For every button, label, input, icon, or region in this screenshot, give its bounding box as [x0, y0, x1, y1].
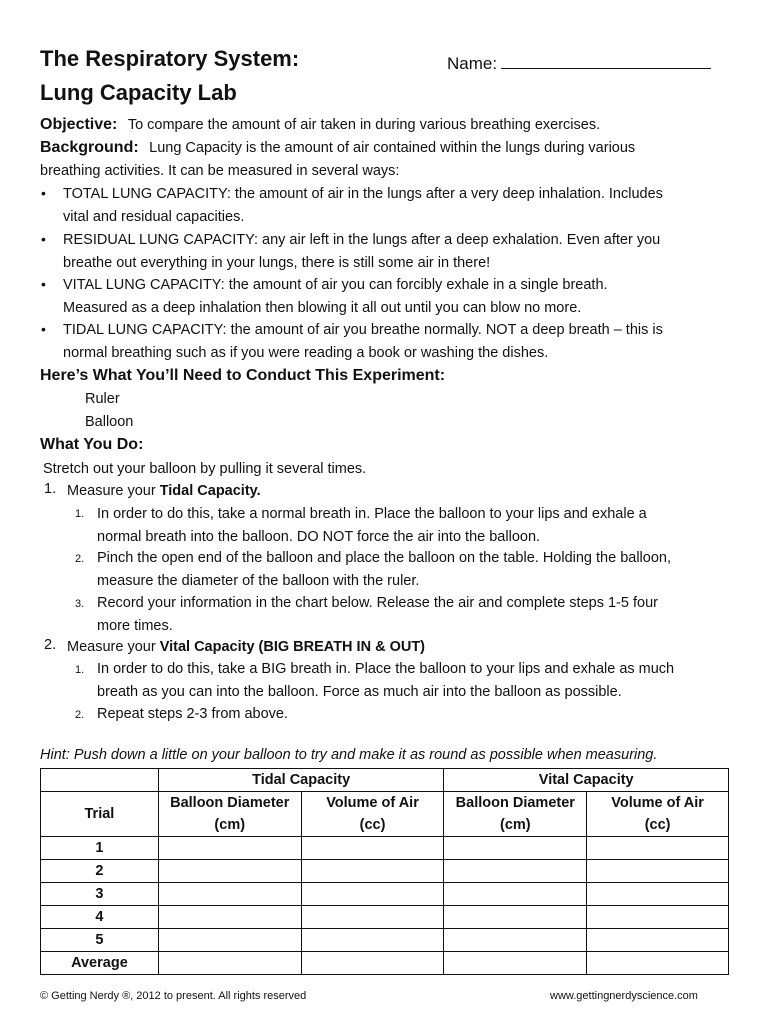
whatyoudo-heading: What You Do: — [40, 436, 144, 453]
tidal-volume-cell[interactable] — [301, 860, 444, 883]
substep-number: 2. — [75, 709, 85, 721]
trial-label: 4 — [41, 906, 159, 929]
materials-heading: Here’s What You’ll Need to Conduct This Experiment: — [40, 367, 446, 384]
background-text-2: breathing activities. It can be measured in several ways: — [40, 163, 400, 179]
table-row — [41, 860, 729, 883]
vital-volume-header: Volume of Air (cc) — [587, 792, 729, 837]
tidal-volume-cell[interactable] — [301, 837, 444, 860]
vital-diameter-cell[interactable] — [444, 860, 587, 883]
step-2-text: Measure your Vital Capacity (BIG BREATH IN & OUT) — [67, 639, 426, 655]
material-ruler: Ruler — [85, 391, 120, 407]
footer-website: www.gettingnerdyscience.com — [550, 990, 698, 1002]
tidal-volume-cell[interactable] — [301, 929, 444, 952]
tidal-diameter-cell[interactable] — [158, 837, 301, 860]
tidal-diameter-header: Balloon Diameter (cm) — [158, 792, 301, 837]
substep-number: 1. — [75, 508, 85, 520]
step-1-substep-3: Record your information in the chart below. Release the air and complete steps 1-5 four more times. — [97, 595, 658, 634]
vital-volume-cell[interactable] — [587, 837, 729, 860]
objective-row — [40, 114, 600, 137]
objective-text: To compare the amount of air taken in during various breathing exercises. — [127, 117, 601, 133]
table-row — [41, 952, 729, 975]
hint-text: Hint: Push down a little on your balloon to try and make it as round as possible when measuring. — [40, 747, 658, 763]
name-label: Name: — [447, 54, 498, 73]
step-2-substep-1: In order to do this, take a BIG breath in. Place the balloon to your lips and exhale as much breath as you can into the balloon. Force as much air into the balloon as possible. — [97, 661, 675, 700]
step-1-substep-2: Pinch the open end of the balloon and place the balloon on the table. Holding the balloon, measure the diameter of the balloon with the ruler. — [97, 550, 672, 589]
table-corner-cell — [41, 769, 159, 792]
vital-diameter-cell[interactable] — [444, 837, 587, 860]
vital-capacity-header: Vital Capacity — [444, 769, 729, 792]
material-balloon: Balloon — [85, 414, 134, 430]
vital-diameter-cell[interactable] — [444, 883, 587, 906]
average-label: Average — [41, 952, 159, 975]
objective-label: Objective: — [40, 116, 118, 133]
bullet-icon: • — [41, 231, 46, 247]
title-line-1: The Respiratory System: — [40, 46, 300, 71]
tidal-diameter-cell[interactable] — [158, 860, 301, 883]
step-1-number: 1. — [44, 481, 57, 497]
vital-volume-cell[interactable] — [587, 952, 729, 975]
step-1-substep-1: In order to do this, take a normal breath in. Place the balloon to your lips and exhale a normal breath into the balloon. DO NOT force the air into the balloon. — [97, 506, 647, 545]
tidal-diameter-cell[interactable] — [158, 906, 301, 929]
tidal-volume-header: Volume of Air (cc) — [301, 792, 444, 837]
tidal-volume-cell[interactable] — [301, 883, 444, 906]
substep-number: 3. — [75, 598, 85, 610]
vital-volume-cell[interactable] — [587, 906, 729, 929]
footer-copyright: © Getting Nerdy ®, 2012 to present. All rights reserved — [40, 990, 307, 1002]
vital-diameter-cell[interactable] — [444, 906, 587, 929]
name-blank-line[interactable] — [501, 52, 711, 69]
lung-capacity-table — [40, 768, 729, 975]
step-2-substep-2: Repeat steps 2-3 from above. — [97, 706, 289, 722]
bullet-vital: VITAL LUNG CAPACITY: the amount of air you can forcibly exhale in a single breath. Measured as a deep inhalation then blowing it all out until you can blow no more. — [63, 277, 608, 316]
vital-diameter-cell[interactable] — [444, 929, 587, 952]
step-2-number: 2. — [44, 637, 57, 653]
table-row — [41, 906, 729, 929]
trial-label: 5 — [41, 929, 159, 952]
bullet-residual: RESIDUAL LUNG CAPACITY: any air left in the lungs after a deep exhalation. Even after you breathe out everything in your lungs, there is still some air in there! — [63, 232, 661, 271]
vital-diameter-cell[interactable] — [444, 952, 587, 975]
bullet-tidal: TIDAL LUNG CAPACITY: the amount of air you breathe normally. NOT a deep breath – this is normal breathing such as if you were reading a book or washing the dishes. — [63, 322, 663, 361]
table-row — [41, 837, 729, 860]
background-row — [40, 137, 635, 160]
name-field[interactable] — [447, 52, 711, 74]
vital-diameter-header: Balloon Diameter (cm) — [444, 792, 587, 837]
background-text-1: Lung Capacity is the amount of air contained within the lungs during various — [149, 140, 636, 156]
substep-number: 2. — [75, 553, 85, 565]
tidal-diameter-cell[interactable] — [158, 883, 301, 906]
tidal-volume-cell[interactable] — [301, 906, 444, 929]
trial-header: Trial — [41, 792, 159, 837]
background-label: Background: — [40, 139, 139, 156]
table-row — [41, 929, 729, 952]
intro-step: Stretch out your balloon by pulling it several times. — [43, 461, 367, 477]
substep-number: 1. — [75, 664, 85, 676]
tidal-volume-cell[interactable] — [301, 952, 444, 975]
trial-label: 1 — [41, 837, 159, 860]
trial-label: 3 — [41, 883, 159, 906]
bullet-icon: • — [41, 185, 46, 201]
vital-volume-cell[interactable] — [587, 929, 729, 952]
step-1-text: Measure your Tidal Capacity. — [67, 483, 261, 499]
bullet-icon: • — [41, 276, 46, 292]
vital-volume-cell[interactable] — [587, 883, 729, 906]
trial-label: 2 — [41, 860, 159, 883]
bullet-icon: • — [41, 321, 46, 337]
bullet-total: TOTAL LUNG CAPACITY: the amount of air in the lungs after a very deep inhalation. Includes vital and residual capacities. — [63, 186, 663, 225]
table-row — [41, 883, 729, 906]
vital-volume-cell[interactable] — [587, 860, 729, 883]
tidal-diameter-cell[interactable] — [158, 929, 301, 952]
title-line-2: Lung Capacity Lab — [40, 80, 237, 105]
tidal-capacity-header: Tidal Capacity — [158, 769, 444, 792]
tidal-diameter-cell[interactable] — [158, 952, 301, 975]
